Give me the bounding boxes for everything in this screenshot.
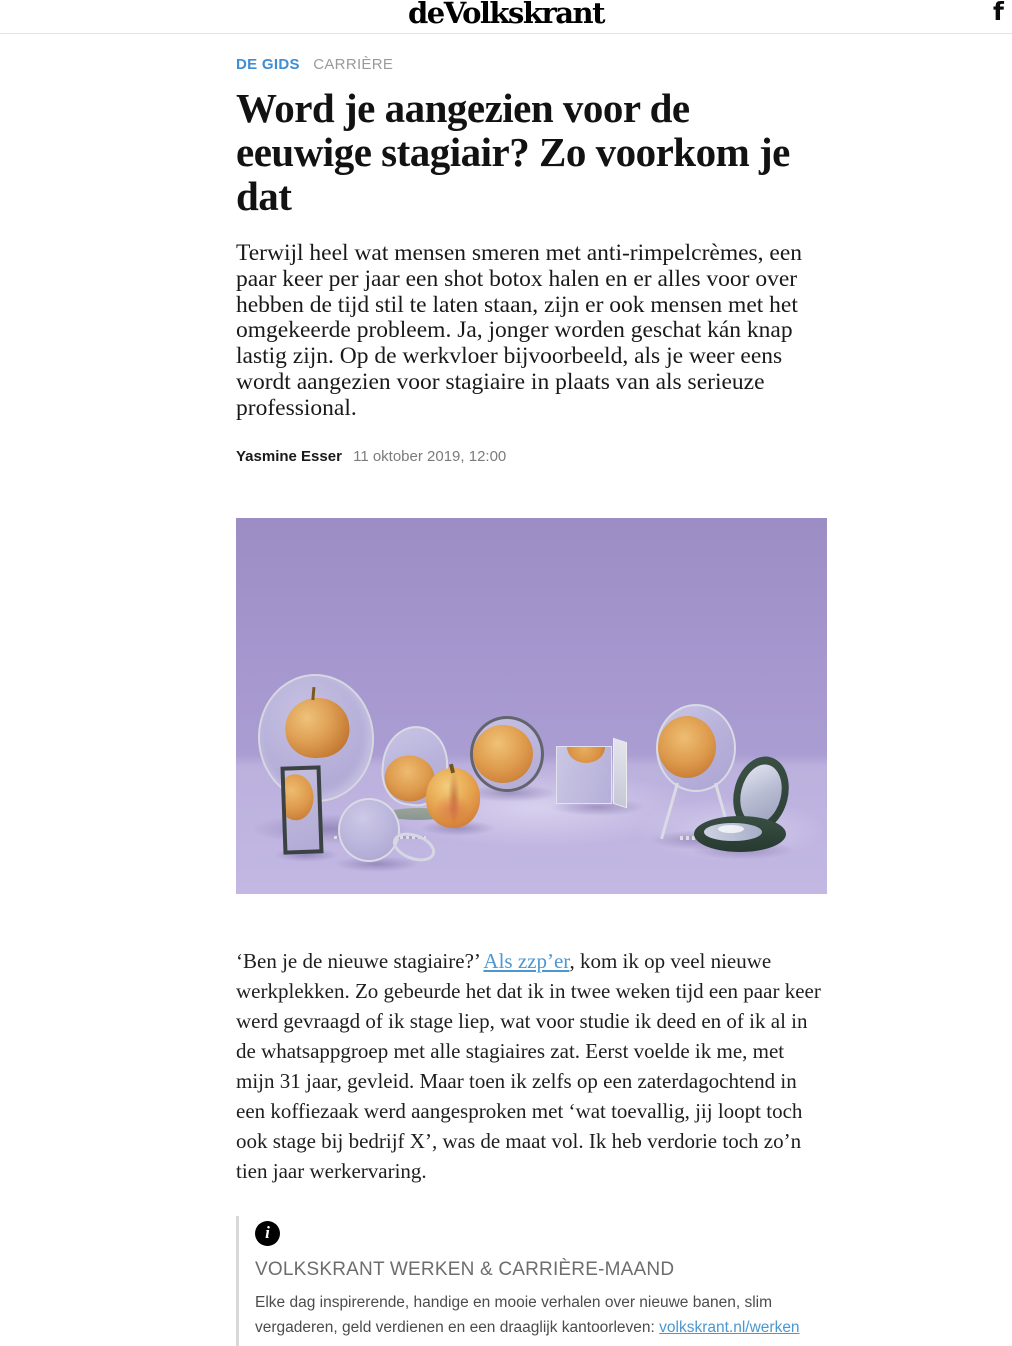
standing-oval-mirror [656,704,736,792]
publish-date: 11 oktober 2019, 12:00 [353,447,507,465]
breadcrumb [236,57,827,73]
green-compact-base [694,816,786,852]
compact-mirror-silver [338,798,400,862]
page-title: Word je aangezien voor de eeuwige stagiair? Zo voorkom je dat [236,85,790,219]
rectangular-mirror [280,765,323,854]
article [236,57,827,1346]
paragraph-rest: , kom ik op veel nieuwe werkplekken. Zo gebeurde het dat ik in twee weken tijd een paar keer werd gevraagd of ik stage liep, wat voor studie ik deed en of ik al in de whatsappgroep met alle stagiaires zat. Eerst voelde ik me, met mijn 31 jaar, gevleid. Maar toen ik zelfs op een zaterdagochtend in een koffiezaak werd aangesproken met ‘wat toevallig, jij loopt toch ook stage bij bedrijf X’, was de maat vol. Ik heb verdorie toch zo’n tien jaar werkervaring. [236,948,821,1183]
peach [426,768,480,828]
mirror-glass [704,823,762,841]
folding-mirror-panel [613,737,627,808]
glare [718,825,744,833]
peach-reflection [567,746,605,763]
peach-reflection [285,773,315,820]
paragraph-lead: ‘Ben je de nieuwe stagiaire?’ [236,948,484,973]
werken-link[interactable]: volkskrant.nl/werken [659,1318,800,1336]
facebook-icon[interactable]: f [993,0,1004,26]
info-box-text [255,1290,815,1340]
category-link-carriere[interactable]: CARRIÈRE [313,56,394,73]
byline [236,448,827,466]
section-link-de-gids[interactable]: DE GIDS [236,56,300,73]
mirror-glass [285,769,320,850]
info-box-body: Elke dag inspirerende, handige en mooie verhalen over nieuwe banen, slim vergaderen, geld verdienen en een draaglijk kantoorleven: [255,1293,772,1336]
info-box-heading: VOLKSKRANT WERKEN & CARRIÈRE-MAAND [255,1258,675,1280]
volkskrant-logo[interactable]: deVolkskrant [408,0,604,30]
info-box [236,1216,827,1346]
site-header [0,0,1012,34]
apple-reflection [283,695,351,759]
article-paragraph [236,946,827,1186]
author-name: Yasmine Esser [236,447,342,465]
info-icon: i [255,1221,280,1246]
hero-image [236,518,827,894]
article-intro: Terwijl heel wat mensen smeren met anti-rimpelcrèmes, een paar keer per jaar een shot botox halen en er alles voor over hebben de tijd stil te laten staan, zijn er ook mensen met het omgekeerde probleem. Ja, jonger worden geschat kán knap lastig zijn. Op de werkvloer bijvoorbeeld, als je weer eens wordt aangezien voor stagiaire in plaats van als serieuze professional. [236,240,803,421]
peach-blush [434,794,470,824]
round-mirror-center [470,716,544,792]
peach-reflection [473,725,533,783]
peach-stem [449,763,455,773]
folding-square-mirror [556,746,612,804]
peach-reflection [658,716,716,778]
zzp-link[interactable]: Als zzp’er [483,948,570,973]
